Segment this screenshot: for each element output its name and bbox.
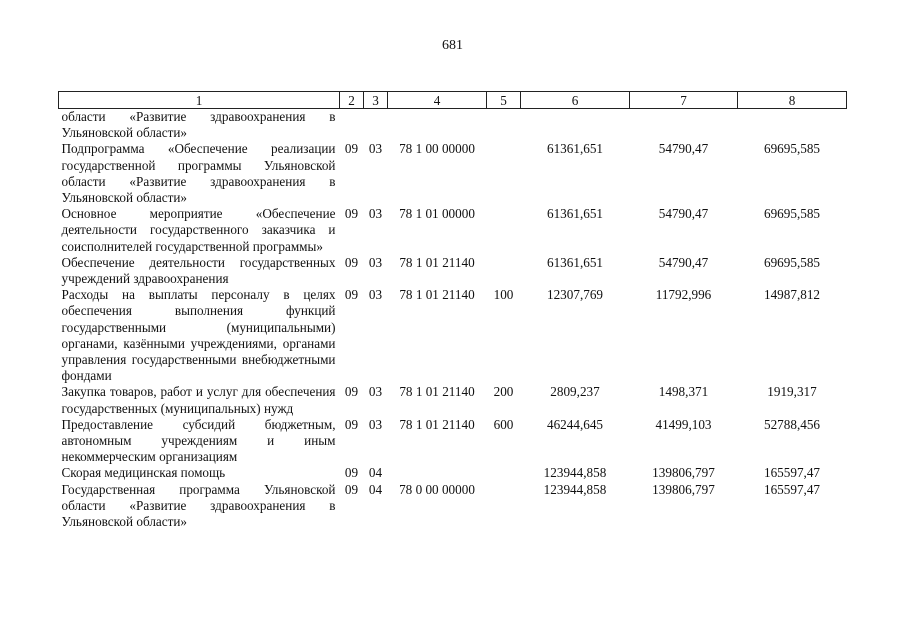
row-target-code: 78 0 00 00000 [399,481,475,497]
row-subsection [364,109,388,142]
row-subsection: 03 [368,287,383,303]
row-amount-2: 54790,47 [658,254,709,270]
row-subsection: 03 [368,141,383,157]
row-name: Расходы на выплаты персоналу в целях обеспечения выполнения функций государственными (муниципальными) органами, казёнными учреждениями, органами управления государственными внебюджетными фондами [61,287,336,384]
header-col-2: 2 [340,92,364,109]
row-subsection: 04 [368,465,383,481]
row-amount-1: 2809,237 [550,384,600,400]
row-section: 09 [344,465,359,481]
row-name: Обеспечение деятельности государственных учреждений здравоохранения [61,254,336,287]
row-expense-type: 100 [493,287,514,303]
row-name: Закупка товаров, работ и услуг для обеспечения государственных (муниципальных) нужд [61,384,336,416]
row-subsection: 04 [368,481,383,497]
row-amount-3: 165597,47 [763,465,821,481]
row-target-code: 78 1 00 00000 [399,141,475,157]
row-amount-1: 61361,651 [546,141,604,157]
row-expense-type [487,109,521,142]
row-amount-2: 54790,47 [658,141,709,157]
row-section: 09 [344,141,359,157]
header-col-8: 8 [738,92,847,109]
row-amount-2: 41499,103 [655,416,712,432]
table-row [59,287,847,384]
row-name: Скорая медицинская помощь [61,465,226,481]
row-target-code [388,465,487,481]
row-section: 09 [344,254,359,270]
table-row [59,206,847,255]
row-subsection: 03 [368,254,383,270]
table-row [59,141,847,206]
row-expense-type [487,465,521,481]
table-row [59,255,847,287]
row-name: области «Развитие здравоохранения в Ульяновской области» [61,109,336,141]
row-name: Подпрограмма «Обеспечение реализации государственной программы Ульяновской области «Развитие здравоохранения в Ульяновской области» [61,141,336,206]
row-amount-1: 61361,651 [546,254,604,270]
row-amount-3: 52788,456 [763,416,821,432]
row-subsection: 03 [368,206,383,222]
budget-table [58,91,847,530]
row-target-code: 78 1 01 21140 [399,416,475,432]
table-row [59,109,847,142]
header-col-7: 7 [630,92,738,109]
row-amount-1 [521,109,630,142]
row-expense-type [487,206,521,255]
row-amount-3: 69695,585 [763,254,821,270]
row-section: 09 [344,206,359,222]
row-expense-type [487,482,521,531]
row-amount-2 [630,109,738,142]
header-col-1: 1 [59,92,340,109]
row-amount-3: 165597,47 [763,481,821,497]
row-section: 09 [344,384,359,400]
row-amount-3: 69695,585 [763,141,821,157]
row-section: 09 [344,287,359,303]
header-col-5: 5 [487,92,521,109]
header-col-3: 3 [364,92,388,109]
row-amount-2: 11792,996 [655,287,712,303]
table-row [59,384,847,416]
row-name: Государственная программа Ульяновской области «Развитие здравоохранения в Ульяновской области» [61,481,336,530]
row-name: Предоставление субсидий бюджетным, автономным учреждениям и иным некоммерческим организациям [61,416,336,465]
row-subsection: 03 [368,416,383,432]
row-section: 09 [344,416,359,432]
row-amount-2: 139806,797 [652,481,715,497]
table-row [59,417,847,466]
header-col-4: 4 [388,92,487,109]
header-col-6: 6 [521,92,630,109]
row-section [340,109,364,142]
row-amount-3: 69695,585 [763,206,821,222]
row-target-code: 78 1 01 00000 [399,206,475,222]
page-number: 681 [442,38,463,53]
row-name: Основное мероприятие «Обеспечение деятельности государственного заказчика и соисполнителей государственной программы» [61,206,336,254]
table-header-row [59,92,847,109]
row-amount-2: 54790,47 [658,206,709,222]
row-amount-1: 61361,651 [546,206,604,222]
row-amount-1: 12307,769 [546,287,604,303]
row-amount-2: 139806,797 [652,465,715,481]
row-subsection: 03 [368,384,383,400]
row-target-code: 78 1 01 21140 [399,384,475,400]
table-row [59,482,847,531]
row-expense-type: 600 [493,416,514,432]
row-target-code [388,109,487,142]
row-amount-3 [738,109,847,142]
row-amount-1: 123944,858 [543,481,607,497]
row-amount-3: 1919,317 [767,384,817,400]
row-section: 09 [344,481,359,497]
row-expense-type [487,255,521,287]
table-row [59,465,847,481]
row-target-code: 78 1 01 21140 [399,254,475,270]
row-amount-1: 123944,858 [543,465,607,481]
row-expense-type: 200 [493,384,514,400]
row-amount-1: 46244,645 [546,416,604,432]
row-amount-3: 14987,812 [763,287,821,303]
row-amount-2: 1498,371 [658,384,709,400]
row-expense-type [487,141,521,206]
row-target-code: 78 1 01 21140 [399,287,475,303]
